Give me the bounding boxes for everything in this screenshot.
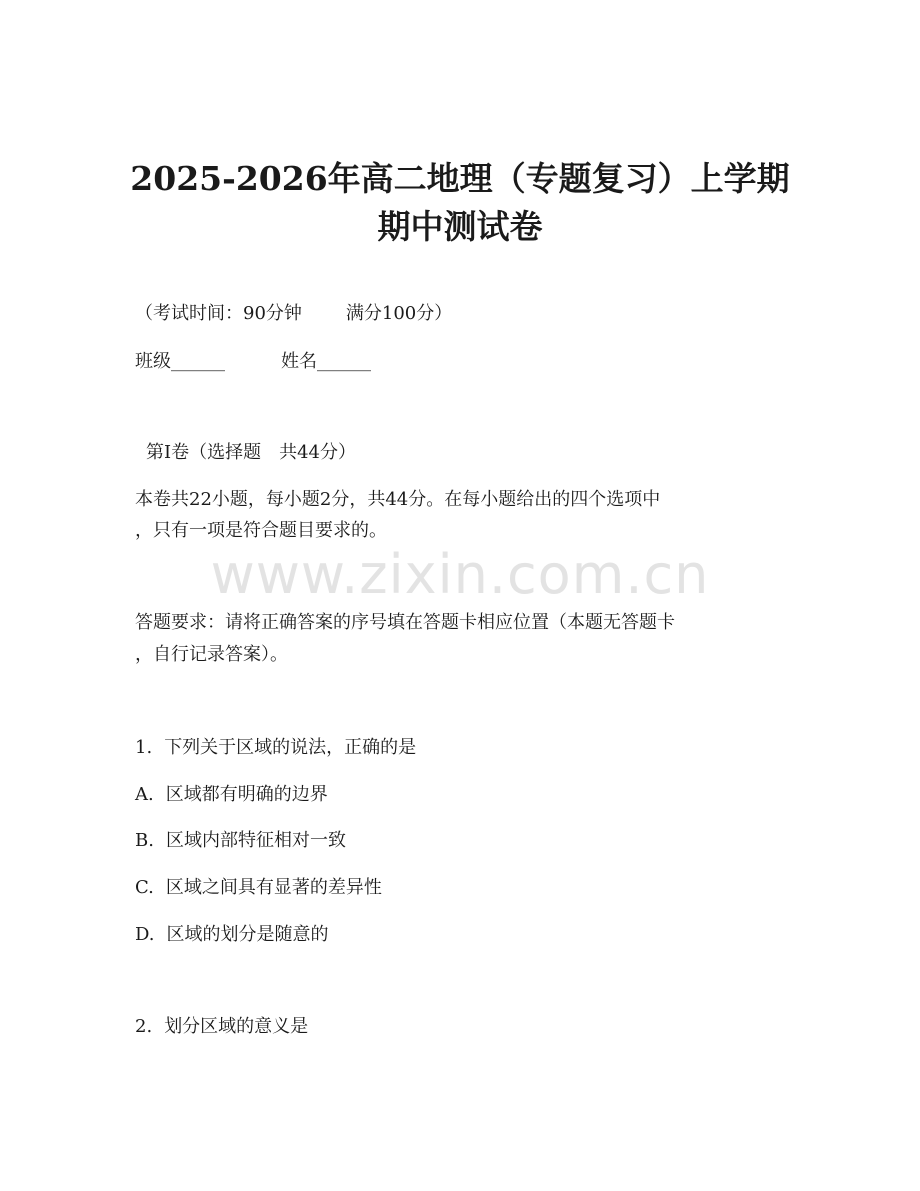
option-label: C.	[135, 877, 154, 898]
exam-info	[135, 305, 452, 323]
option-c	[135, 879, 382, 897]
question-1	[135, 739, 416, 757]
question-number: 2.	[135, 1016, 153, 1037]
student-fields	[135, 353, 371, 371]
option-a	[135, 786, 328, 804]
section-heading: 第Ⅰ卷（选择题 共44分）	[146, 442, 357, 463]
full-score: 满分100分）	[345, 303, 453, 324]
class-field: 班级______	[135, 351, 225, 372]
answer-requirement-line2: ，自行记录答案）。	[135, 644, 288, 665]
option-text: 区域都有明确的边界	[165, 784, 328, 805]
option-text: 区域的划分是随意的	[166, 924, 329, 945]
option-label: D.	[135, 924, 155, 945]
document-title-line1: 2025-2026年高二地理（专题复习）上学期	[130, 159, 790, 198]
name-field: 姓名______	[281, 351, 371, 372]
question-2	[135, 1018, 308, 1036]
watermark-text: www.zixin.com.cn	[210, 543, 710, 606]
answer-requirement-line1: 答题要求：请将正确答案的序号填在答题卡相应位置（本题无答题卡	[135, 612, 675, 633]
question-number: 1.	[135, 737, 153, 758]
question-text: 下列关于区域的说法，正确的是	[164, 737, 417, 758]
instruction-line2: ，只有一项是符合题目要求的。	[135, 520, 387, 541]
instruction-line1: 本卷共22小题，每小题2分，共44分。在每小题给出的四个选项中	[135, 489, 661, 510]
option-label: B.	[135, 830, 154, 851]
option-text: 区域之间具有显著的差异性	[165, 877, 382, 898]
option-label: A.	[135, 784, 154, 805]
option-text: 区域内部特征相对一致	[165, 830, 346, 851]
option-b	[135, 832, 346, 850]
question-text: 划分区域的意义是	[164, 1016, 309, 1037]
document-title-line2: 期中测试卷	[377, 207, 543, 246]
exam-time: （考试时间：90分钟	[135, 303, 302, 324]
option-d	[135, 926, 329, 944]
